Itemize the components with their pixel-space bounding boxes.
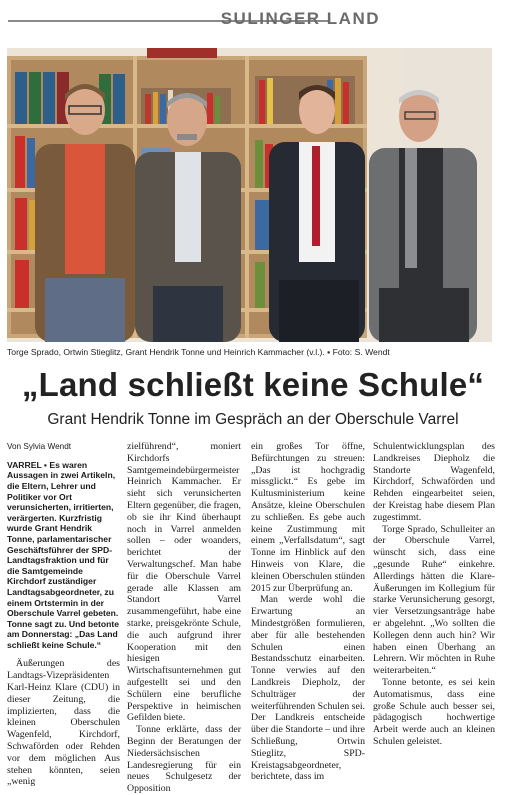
body-paragraph: Man werde wohl die Erwartung an Mindestgrößen formulieren, aber für alle bestehenden Schulen einen Bestandsschutz einarbeiten. Tonne verwies auf den Landkreis Diepholz, der Schulträger der weiterführenden Schulen sei. Der Landkreis entscheide über die Standorte – und ihre Schließung, Ortwin Stieglitz, SPD-Kreistagsabgeordneter, berichtete, dass im [251,594,365,783]
section-header [0,0,506,40]
body-paragraph: zielführend“, moniert Kirchdorfs Samtgemeindebürgermeister Heinrich Kammacher. Er sieht sich verunsicherten Eltern gegenüber, die fragen, ob sie ihr Kind überhaupt noch in Varrel anmelden sollen – oder woanders, berichtet der Verwaltungschef. Man habe für die Oberschule Varrel gerade alle Klassen am Standort Varrel zusammengeführt, habe eine starke, preisgekrönte Schule, die auch aufgrund ihrer Kooperation mit den hiesigen Wirtschaftsunternehmen gut aufgestellt sei und den Schülern eine berufliche Perspektive in heimischen Gefilden biete. [127,441,241,724]
text-column-2 [127,441,241,795]
article-headline: „Land schließt keine Schule“ [21,366,485,403]
text-column-4 [373,441,495,748]
photo-caption: Torge Sprado, Ortwin Stieglitz, Grant Hendrik Tonne und Heinrich Kammacher (v.l.). ▪ Foto: S. Wendt [7,347,390,357]
body-paragraph: ein großes Tor öffne, Befürchtungen zu streuen: „Das ist hochgradig missglickt.“ Es gebe im Kultusministerium keine Ansätze, kleine Oberschulen zu schließen. Es gebe auch keine Zustimmung mit einem „Verfallsdatum“, sagt Tonne im Hinblick auf den Hinweis von Klare, die kleinen Oberschulen stünden 2015 zur Überprüfung an. [251,441,365,594]
body-paragraph: Torge Sprado, Schulleiter an der Oberschule Varrel, wünscht sich, dass eine „gesunde Ruhe“ einkehre. Allerdings hätten die Klare-Äußerungen im Kollegium für starke Verunsicherung gesorgt, vier Versetzungsanträge habe er abgelehnt. „Wo sollten die Kollegen denn auch hin? Wir haben einen Überhang an Lehrern. Wir möchten in Ruhe weiterarbeiten.“ [373,523,495,677]
body-paragraph: Äußerungen des Landtags-Vizepräsidenten Karl-Heinz Klare (CDU) in dieser Zeitung, die implizierten, dass die kleinen Oberschulen Wagenfeld, Kirchdorf, Schwaförden oder Rehden vor dem möglichen Aus stehen könnten, seien „wenig [7,658,120,788]
body-paragraph: Tonne betonte, es sei kein Automatismus, dass eine große Schule auch besser sei, pädagogisch hochwertige Arbeit werde auch an kleinen Schulen geleistet. [373,676,495,747]
body-paragraph: Schulentwicklungsplan des Landkreises Diepholz die Standorte Wagenfeld, Kirchdorf, Schwaförden und Rehden eingearbeitet seien, der Kreistag habe diesem Plan zugestimmt. [373,441,495,523]
text-column-1 [7,441,120,788]
dateline: VARREL [7,459,42,470]
text-column-3 [251,441,365,783]
article-subheadline: Grant Hendrik Tonne im Gespräch an der Oberschule Varrel [47,411,459,428]
body-paragraph: Tonne erklärte, dass der Beginn der Beratungen der Niedersächsischen Landesregierung für ein neues Schulgesetz der Opposition [127,724,241,795]
article-photo [7,48,492,342]
lead-text: ▪ Es waren Aussagen in zwei Artikeln, die Eltern, Lehrer und Politiker vor Ort verunsicherten, irritierten, verärgerten. Kurzfristig wurde Grant Hendrik Tonne, parlamentarischer Geschäftsführer der SPD-Landtagsfraktion und für die Samtgemeinde Kirchdorf zuständiger Landtagsabgeordneter, zu einem Ortstermin in der Oberschule Varrel gebeten. Tonne sagt zu. Und betonte am Donnerstag: „Das Land schließt keine Schule.“ [7,459,120,650]
section-title: SULINGER LAND [220,9,380,28]
byline: Von Sylvia Wendt [7,442,72,451]
lead-paragraph [7,460,120,651]
